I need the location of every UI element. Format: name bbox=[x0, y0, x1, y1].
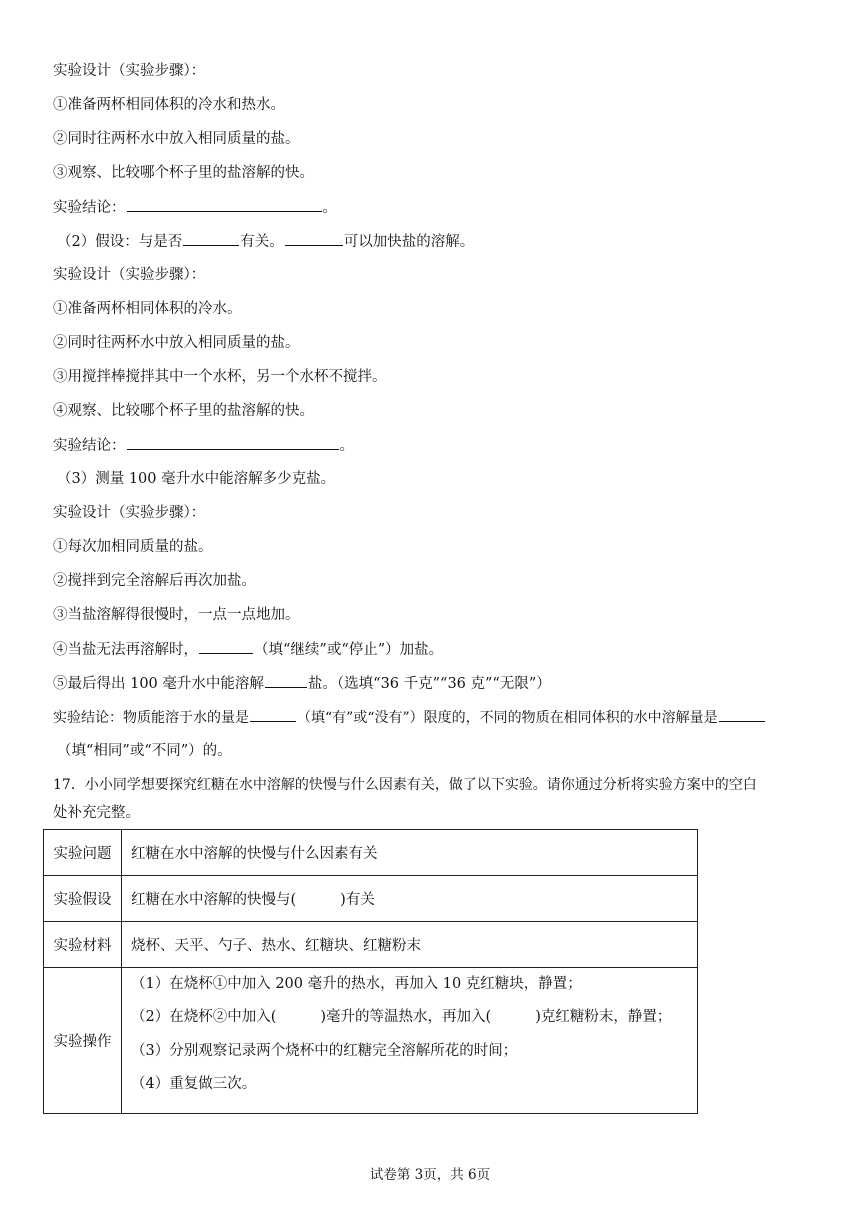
text-line: ④当盐无法再溶解时， （填“继续”或“停止”）加盐。 bbox=[53, 639, 443, 660]
text-line: （填“相同”或“不同”）的。 bbox=[57, 743, 232, 759]
answer-blank[interactable] bbox=[127, 435, 339, 450]
answer-blank[interactable] bbox=[199, 639, 253, 654]
text-line: 实验结论： 。 bbox=[53, 435, 354, 456]
text-line: 实验设计（实验步骤）： bbox=[53, 267, 206, 283]
row-header: 实验材料 bbox=[44, 922, 122, 968]
text-line: ⑤最后得出 100 毫升水中能溶解 盐。（选填“36 千克”“36 克”“无限”） bbox=[53, 673, 551, 694]
text-line: 实验设计（实验步骤）： bbox=[53, 505, 206, 521]
page-footer: 试卷第 3页，共 6页 bbox=[369, 1167, 491, 1183]
text-line: 实验结论： 。 bbox=[53, 197, 337, 218]
table-row bbox=[44, 876, 698, 922]
text-line: ②搅拌到完全溶解后再次加盐。 bbox=[53, 573, 256, 589]
row-header: 实验操作 bbox=[44, 968, 122, 1114]
text-line: ②同时往两杯水中放入相同质量的盐。 bbox=[53, 131, 300, 147]
row-content: 烧杯、天平、勺子、热水、红糖块、红糖粉末 bbox=[122, 922, 698, 968]
answer-blank[interactable] bbox=[250, 707, 296, 722]
experiment-table bbox=[43, 829, 698, 1114]
text-line: ③观察、比较哪个杯子里的盐溶解的快。 bbox=[53, 165, 314, 181]
answer-blank[interactable] bbox=[127, 197, 322, 212]
answer-blank[interactable] bbox=[265, 673, 307, 688]
text-line: ②同时往两杯水中放入相同质量的盐。 bbox=[53, 335, 300, 351]
text-line: 处补充完整。 bbox=[53, 805, 140, 821]
answer-blank[interactable] bbox=[183, 231, 239, 246]
text-line: （2）假设：与是否 有关。 可以加快盐的溶解。 bbox=[57, 231, 474, 252]
question-17: 17．小小同学想要探究红糖在水中溶解的快慢与什么因素有关，做了以下实验。请你通过分析将实验方案中的空白 bbox=[53, 777, 757, 793]
text-line: ①准备两杯相同体积的冷水和热水。 bbox=[53, 97, 285, 113]
text-line: （3）测量 100 毫升水中能溶解多少克盐。 bbox=[57, 471, 336, 487]
text-line: ①每次加相同质量的盐。 bbox=[53, 539, 213, 555]
step: （4）重复做三次。 bbox=[131, 1076, 257, 1092]
row-content: 红糖在水中溶解的快慢与( )有关 bbox=[122, 876, 698, 922]
step: （2）在烧杯②中加入( )毫升的等温热水，再加入( )克红糖粉末，静置； bbox=[131, 1009, 672, 1025]
table-row bbox=[44, 968, 698, 1114]
answer-blank[interactable] bbox=[285, 231, 343, 246]
table-row bbox=[44, 830, 698, 876]
step: （1）在烧杯①中加入 200 毫升的热水，再加入 10 克红糖块，静置； bbox=[131, 975, 582, 992]
operation-steps bbox=[122, 968, 698, 1114]
text-line: 实验结论：物质能溶于水的量是 （填“有”或“没有”）限度的，不同的物质在相同体积的水中溶解量是 bbox=[53, 707, 766, 728]
row-content: 红糖在水中溶解的快慢与什么因素有关 bbox=[122, 830, 698, 876]
answer-blank[interactable] bbox=[719, 707, 765, 722]
text-line: ③用搅拌棒搅拌其中一个水杯，另一个水杯不搅拌。 bbox=[53, 369, 387, 385]
text-line: 实验设计（实验步骤）： bbox=[53, 63, 206, 79]
text-line: ③当盐溶解得很慢时，一点一点地加。 bbox=[53, 607, 300, 623]
text-line: ①准备两杯相同体积的冷水。 bbox=[53, 301, 242, 317]
row-header: 实验问题 bbox=[44, 830, 122, 876]
text-line: ④观察、比较哪个杯子里的盐溶解的快。 bbox=[53, 403, 314, 419]
table-row bbox=[44, 922, 698, 968]
row-header: 实验假设 bbox=[44, 876, 122, 922]
step: （3）分别观察记录两个烧杯中的红糖完全溶解所花的时间； bbox=[131, 1042, 518, 1059]
